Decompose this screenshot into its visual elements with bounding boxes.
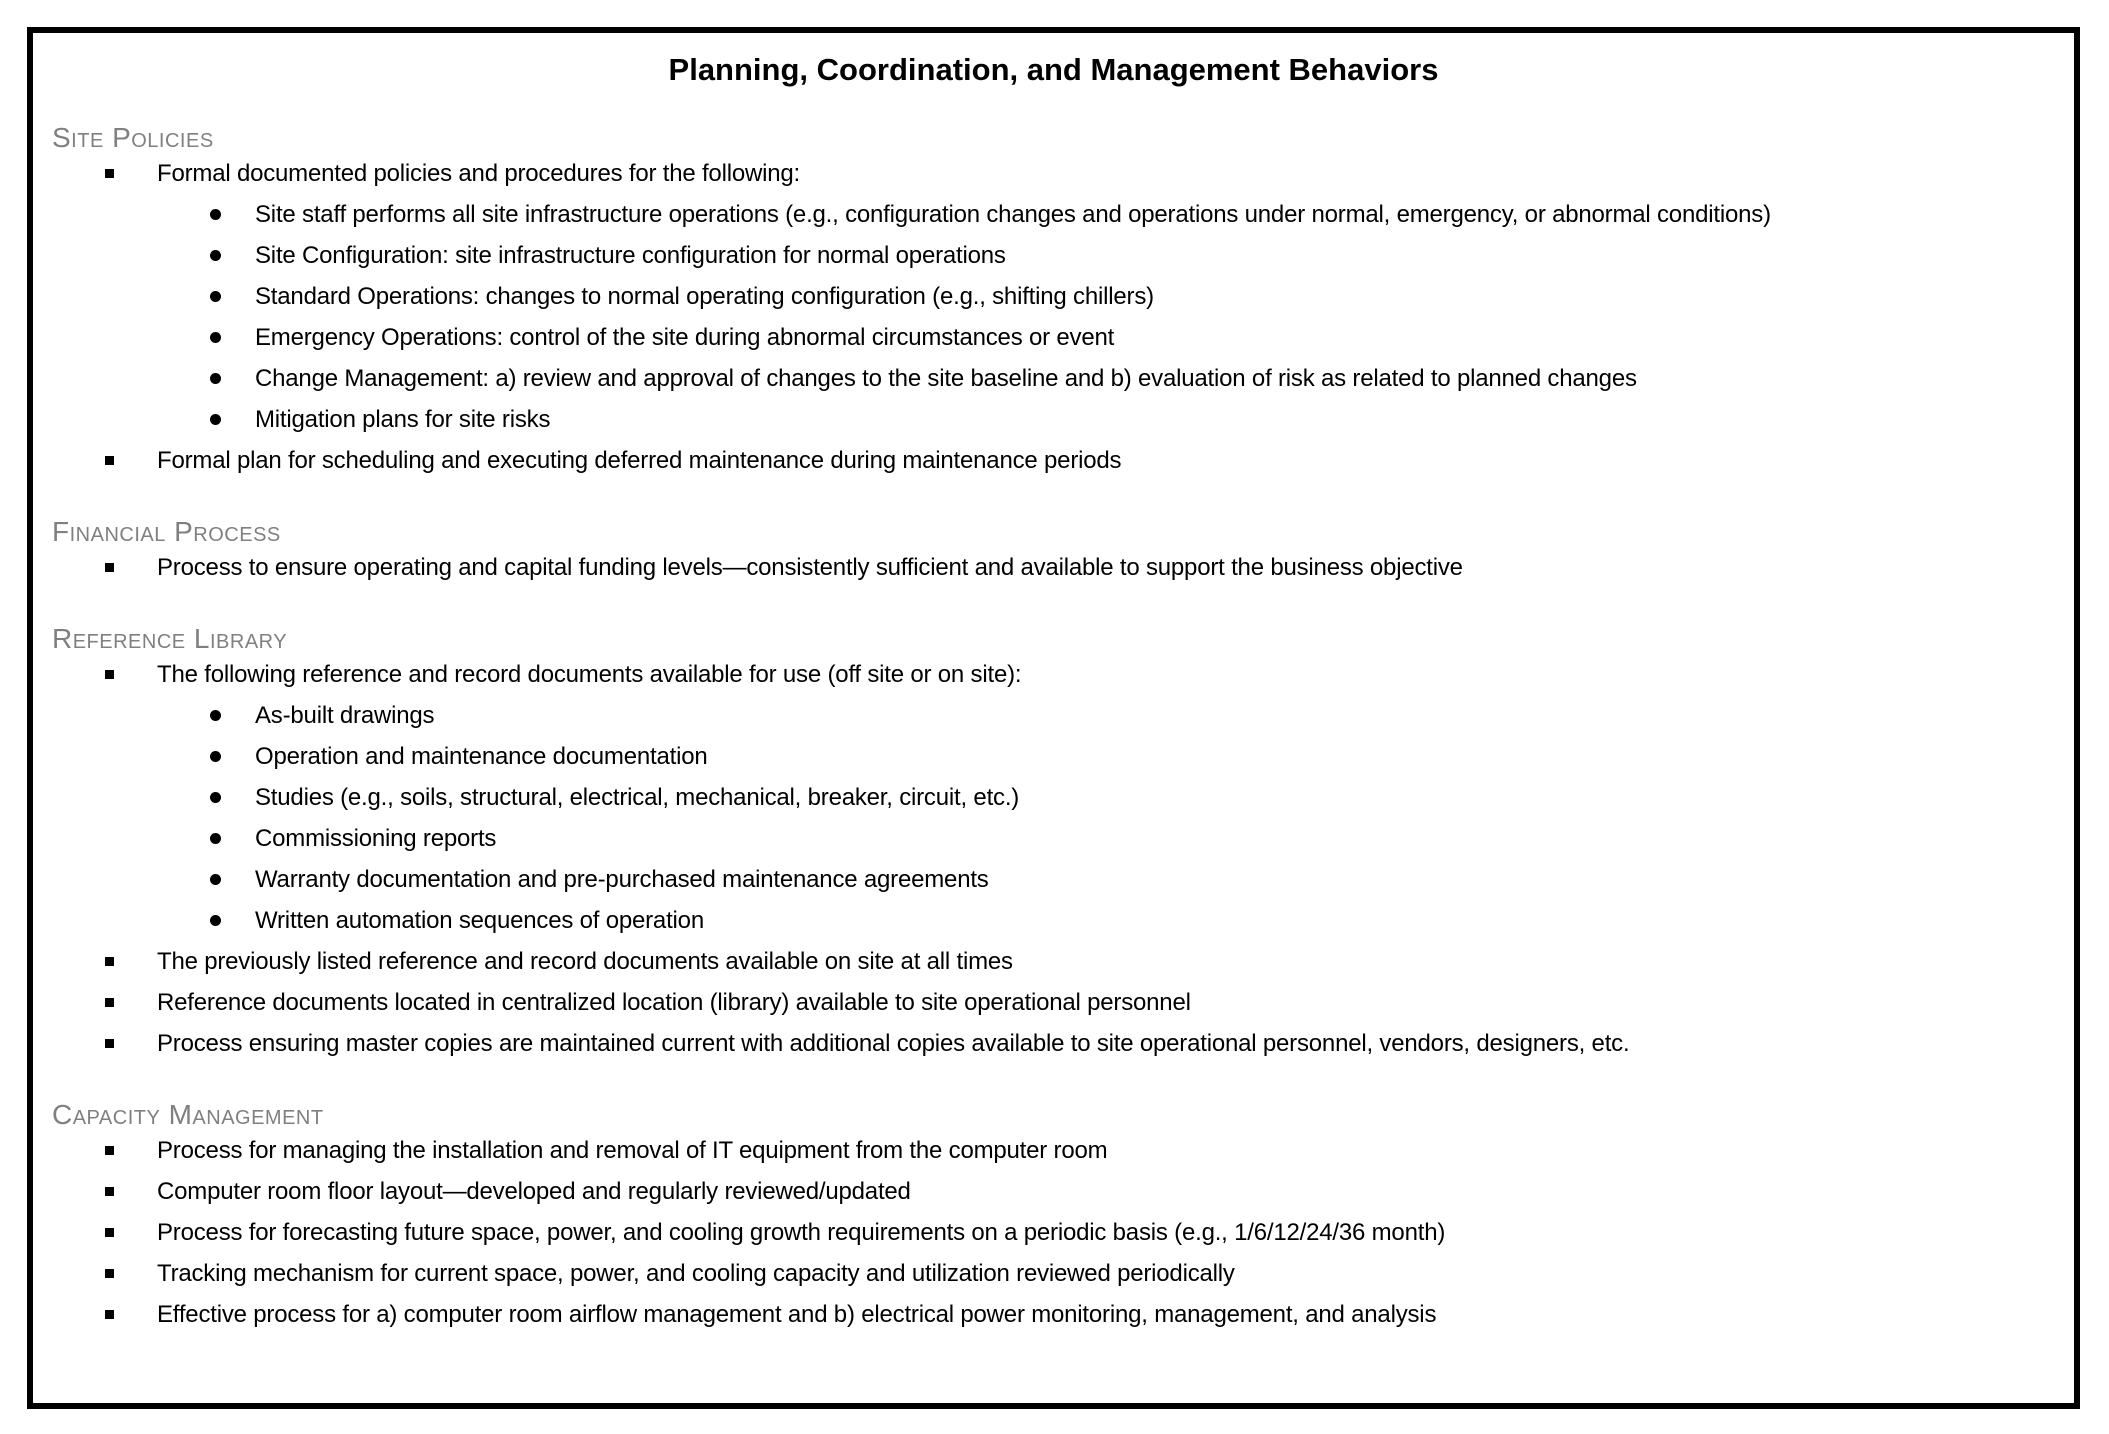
item-text: Studies (e.g., soils, structural, electrical, mechanical, breaker, circuit, etc.): [255, 784, 1020, 811]
page-title: Planning, Coordination, and Management Behaviors: [668, 52, 1439, 87]
item-text: Written automation sequences of operation: [255, 907, 704, 934]
item-text: Warranty documentation and pre-purchased maintenance agreements: [255, 866, 989, 893]
square-bullet-icon: [105, 1269, 114, 1278]
list-item: [33, 547, 2074, 588]
section-heading-site-policies: Site Policies: [52, 122, 214, 153]
round-bullet-icon: [210, 710, 221, 721]
sub-list-item: [33, 900, 2074, 941]
square-bullet-icon: [105, 1228, 114, 1237]
item-text: Change Management: a) review and approval of changes to the site baseline and b) evaluation of risk as related to planned changes: [255, 365, 1637, 392]
section-site-policies: [33, 123, 2074, 481]
item-text: Standard Operations: changes to normal operating configuration (e.g., shifting chillers): [255, 283, 1154, 310]
section-financial-process: [33, 517, 2074, 588]
sub-list-item: [33, 399, 2074, 440]
square-bullet-icon: [105, 957, 114, 966]
list-item: [33, 1294, 2074, 1335]
item-text: Effective process for a) computer room airflow management and b) electrical power monitoring, management, and analysis: [157, 1301, 1437, 1328]
list-item: [33, 1253, 2074, 1294]
item-text: Computer room floor layout—developed and regularly reviewed/updated: [157, 1178, 911, 1205]
item-text: Site staff performs all site infrastructure operations (e.g., configuration changes and operations under normal, emergency, or abnormal conditions): [255, 201, 1771, 228]
list-item: [33, 1023, 2074, 1064]
item-text: Formal documented policies and procedures for the following:: [157, 160, 801, 187]
list-item: [33, 153, 2074, 194]
sub-list-item: [33, 276, 2074, 317]
sections: [33, 123, 2074, 1335]
item-text: Reference documents located in centralized location (library) available to site operational personnel: [157, 989, 1191, 1016]
round-bullet-icon: [210, 250, 221, 261]
sub-list-item: [33, 358, 2074, 399]
round-bullet-icon: [210, 915, 221, 926]
sub-list-item: [33, 317, 2074, 358]
item-list: [33, 1130, 2074, 1335]
section-heading-financial-process: Financial Process: [52, 516, 281, 547]
item-text: The previously listed reference and record documents available on site at all times: [157, 948, 1013, 975]
list-item: [33, 1212, 2074, 1253]
list-item: [33, 654, 2074, 695]
item-text: Formal plan for scheduling and executing deferred maintenance during maintenance periods: [157, 447, 1122, 474]
round-bullet-icon: [210, 291, 221, 302]
round-bullet-icon: [210, 414, 221, 425]
section-heading-reference-library: Reference Library: [52, 623, 288, 654]
item-text: Process ensuring master copies are maintained current with additional copies available to site operational personnel, vendors, designers, etc.: [157, 1030, 1630, 1057]
square-bullet-icon: [105, 998, 114, 1007]
square-bullet-icon: [105, 1310, 114, 1319]
sub-list-item: [33, 235, 2074, 276]
list-item: [33, 941, 2074, 982]
list-item: [33, 440, 2074, 481]
square-bullet-icon: [105, 1146, 114, 1155]
item-text: As-built drawings: [255, 702, 435, 729]
section-heading-capacity-management: Capacity Management: [52, 1099, 324, 1130]
item-list: [33, 153, 2074, 481]
list-item: [33, 1130, 2074, 1171]
round-bullet-icon: [210, 332, 221, 343]
item-text: Site Configuration: site infrastructure configuration for normal operations: [255, 242, 1006, 269]
item-text: Emergency Operations: control of the site during abnormal circumstances or event: [255, 324, 1115, 351]
item-text: Tracking mechanism for current space, power, and cooling capacity and utilization reviewed periodically: [157, 1260, 1235, 1287]
square-bullet-icon: [105, 169, 114, 178]
round-bullet-icon: [210, 373, 221, 384]
sub-list-item: [33, 859, 2074, 900]
round-bullet-icon: [210, 751, 221, 762]
item-text: Process for forecasting future space, power, and cooling growth requirements on a periodic basis (e.g., 1/6/12/24/36 month): [157, 1219, 1446, 1246]
sub-list-item: [33, 818, 2074, 859]
square-bullet-icon: [105, 1187, 114, 1196]
section-reference-library: [33, 624, 2074, 1064]
item-text: Process for managing the installation and removal of IT equipment from the computer room: [157, 1137, 1108, 1164]
item-list: [33, 547, 2074, 588]
sub-list-item: [33, 736, 2074, 777]
sub-list-item: [33, 695, 2074, 736]
square-bullet-icon: [105, 563, 114, 572]
page-border-frame: [27, 27, 2080, 1409]
section-capacity-management: [33, 1100, 2074, 1335]
list-item: [33, 982, 2074, 1023]
sub-list-item: [33, 777, 2074, 818]
round-bullet-icon: [210, 209, 221, 220]
square-bullet-icon: [105, 1039, 114, 1048]
square-bullet-icon: [105, 670, 114, 679]
round-bullet-icon: [210, 874, 221, 885]
item-list: [33, 654, 2074, 1064]
sub-list-item: [33, 194, 2074, 235]
item-text: Process to ensure operating and capital funding levels—consistently sufficient and available to support the business objective: [157, 554, 1463, 581]
list-item: [33, 1171, 2074, 1212]
item-text: The following reference and record documents available for use (off site or on site):: [157, 661, 1022, 688]
item-text: Operation and maintenance documentation: [255, 743, 708, 770]
square-bullet-icon: [105, 456, 114, 465]
item-text: Mitigation plans for site risks: [255, 406, 551, 433]
item-text: Commissioning reports: [255, 825, 497, 852]
round-bullet-icon: [210, 792, 221, 803]
round-bullet-icon: [210, 833, 221, 844]
